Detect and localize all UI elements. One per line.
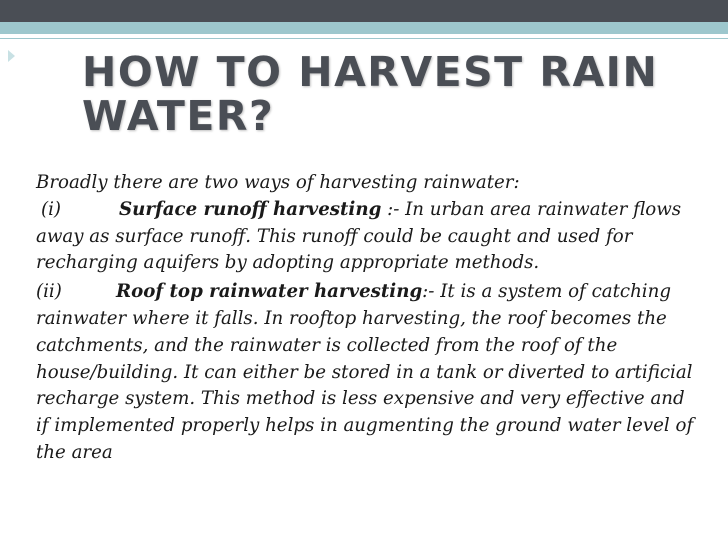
header-band [0, 0, 728, 22]
slide-body [36, 170, 696, 467]
item-label: (i) [41, 198, 62, 220]
triangle-marker-icon [8, 50, 15, 62]
item-term: Surface runoff harvesting [119, 198, 382, 220]
accent-bar [0, 22, 728, 34]
item-term: Roof top rainwater harvesting [116, 281, 423, 303]
item-text: In urban area rainwater flows away as surface runoff. This runoff could be caught and used for recharging aquifers by adopting appropriate methods. [36, 198, 682, 274]
item-label: (ii) [36, 281, 62, 303]
item-separator: :- [422, 281, 435, 303]
slide-title: HOW TO HARVEST RAIN WATER? [82, 48, 659, 140]
list-item [36, 197, 696, 277]
intro-paragraph: Broadly there are two ways of harvesting rainwater: [36, 172, 520, 193]
divider-line [0, 38, 728, 39]
list-item [36, 279, 696, 467]
item-text: It is a system of catching rainwater where it falls. In rooftop harvesting, the roof becomes the catchments, and the rainwater is collected from the roof of the house/building. It can either be stored in a tank or diverted to artificial recharge system. This method is less expensive and very effective and if implemented properly helps in augmenting the ground water level of the area [36, 281, 694, 463]
item-separator: :- [381, 198, 400, 220]
